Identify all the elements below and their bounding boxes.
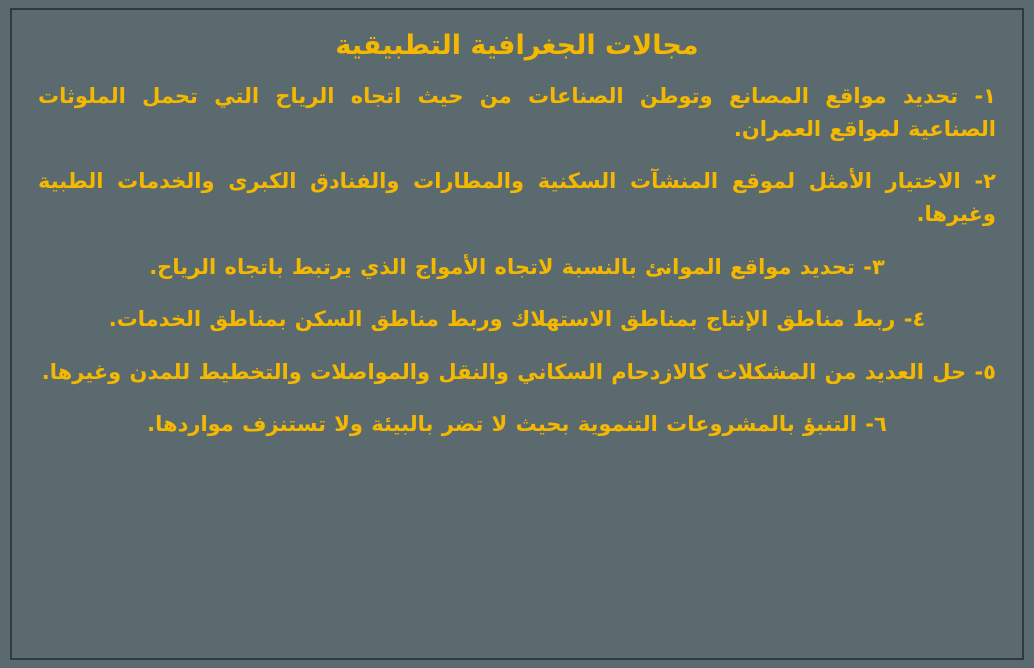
list — [38, 80, 996, 440]
list-item: ٤- ربط مناطق الإنتاج بمناطق الاستهلاك وربط مناطق السكن بمناطق الخدمات. — [108, 307, 926, 332]
page-title: مجالات الجغرافية التطبيقية — [335, 30, 699, 61]
slide-frame — [10, 8, 1024, 660]
list-item: ١- تحديد مواقع المصانع وتوطن الصناعات من حيث اتجاه الرياح التي تحمل الملوثات الصناعية لمواقع العمران. — [38, 84, 996, 141]
list-item: ٦- التنبؤ بالمشروعات التنموية بحيث لا تضر بالبيئة ولا تستنزف مواردها. — [147, 412, 887, 437]
list-item: ٥- حل العديد من المشكلات كالازدحام السكاني والنقل والمواصلات والتخطيط للمدن وغيرها. — [41, 359, 996, 384]
list-item: ٣- تحديد مواقع الموانئ بالنسبة لاتجاه الأمواج الذي يرتبط باتجاه الرياح. — [149, 254, 885, 279]
list-item: ٢- الاختيار الأمثل لموقع المنشآت السكنية والمطارات والفنادق الكبرى والخدمات الطبية وغيرها. — [38, 169, 996, 227]
